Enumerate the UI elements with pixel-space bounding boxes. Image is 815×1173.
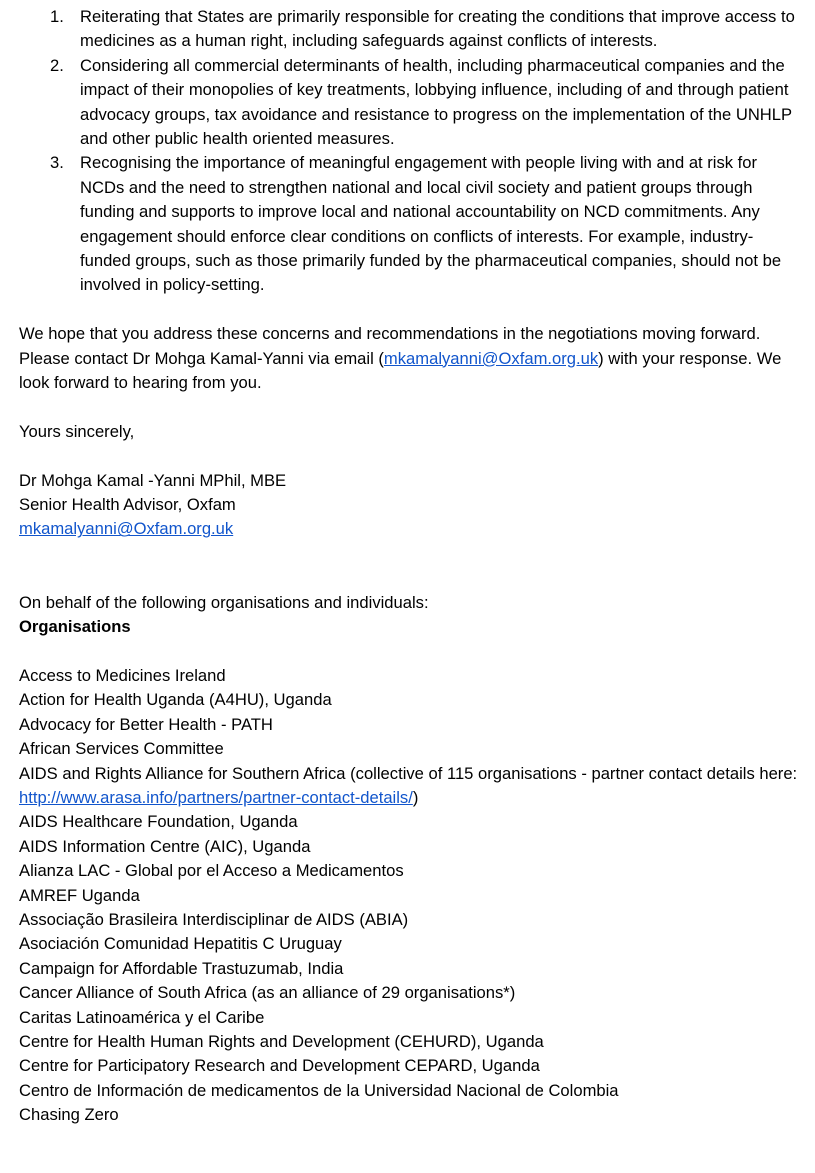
list-item: Centro de Información de medicamentos de la Universidad Nacional de Colombia [19,1080,619,1100]
list-item: Associação Brasileira Interdisciplinar de AIDS (ABIA) [19,909,409,929]
list-item: Campaign for Affordable Trastuzumab, India [19,958,344,978]
signature-block [19,469,799,542]
closing-paragraph [19,322,799,395]
closing-text: We hope that you address these concerns and recommendations in the negotiations moving forward. Please contact Dr Mohga Kamal-Yanni via email ( [19,324,761,368]
list-item [19,762,799,811]
recommendation-text: Recognising the importance of meaningful engagement with people living with and at risk for NCDs and the need to strengthen national and local civil society and patient groups through funding and supports to improve local and national accountability on NCD commitments. Any engagement should enforce clear conditions on conflicts of interests. For example, industry-funded groups, such as those primarily funded by the pharmaceutical companies, should not be involved in policy-setting. [80,153,782,295]
list-item: AMREF Uganda [19,885,140,905]
arasa-text: AIDS and Rights Alliance for Southern Africa (collective of 115 organisations - partner contact details here: [19,763,798,783]
list-item: Asociación Comunidad Hepatitis C Uruguay [19,934,342,954]
list-item: Cancer Alliance of South Africa (as an alliance of 29 organisations*) [19,983,516,1003]
list-number: 3. [50,153,64,173]
recommendations-list [19,5,799,298]
spacer [19,444,799,468]
recommendation-item [19,5,799,54]
list-item: African Services Committee [19,739,224,759]
arasa-partners-link[interactable]: http://www.arasa.info/partners/partner-contact-details/ [19,787,413,807]
list-item: Alianza LAC - Global por el Acceso a Medicamentos [19,861,404,881]
organisations-list [19,664,799,1128]
behalf-intro: On behalf of the following organisations and individuals: [19,592,429,612]
list-number: 1. [50,7,64,26]
list-item: AIDS Healthcare Foundation, Uganda [19,812,298,832]
signature-email-link[interactable]: mkamalyanni@Oxfam.org.uk [19,519,234,539]
list-item: Advocacy for Better Health - PATH [19,714,273,734]
list-number: 2. [50,55,64,75]
recommendation-item [19,151,799,297]
list-item: Action for Health Uganda (A4HU), Uganda [19,690,332,710]
document-page [19,5,799,1128]
list-item: Caritas Latinoamérica y el Caribe [19,1007,265,1027]
list-item: AIDS Information Centre (AIC), Uganda [19,836,311,856]
spacer [19,298,799,322]
list-item: Centre for Participatory Research and Development CEPARD, Uganda [19,1056,540,1076]
signature-name: Dr Mohga Kamal -Yanni MPhil, MBE [19,470,287,490]
spacer [19,542,799,591]
spacer [19,395,799,419]
recommendation-item [19,54,799,152]
list-item: Access to Medicines Ireland [19,665,226,685]
signature-title: Senior Health Advisor, Oxfam [19,495,236,515]
spacer [19,640,799,664]
list-item: Chasing Zero [19,1105,119,1125]
closing-text-end: ) with your response. We look forward to hearing from you. [19,348,782,393]
arasa-text-end: ) [412,787,419,807]
signoff: Yours sincerely, [19,421,135,441]
organisations-heading: Organisations [19,617,131,637]
list-item: Centre for Health Human Rights and Development (CEHURD), Uganda [19,1031,544,1051]
contact-email-link[interactable]: mkamalyanni@Oxfam.org.uk [383,348,599,368]
recommendation-text: Reiterating that States are primarily responsible for creating the conditions that improve access to medicines as a human right, including safeguards against conflicts of interests. [80,7,795,51]
recommendation-text: Considering all commercial determinants of health, including pharmaceutical companies and the impact of their monopolies of key treatments, lobbying influence, including of and through patient advocacy groups, tax avoidance and resistance to progress on the implementation of the UNHLP and other public health oriented measures. [80,55,792,149]
